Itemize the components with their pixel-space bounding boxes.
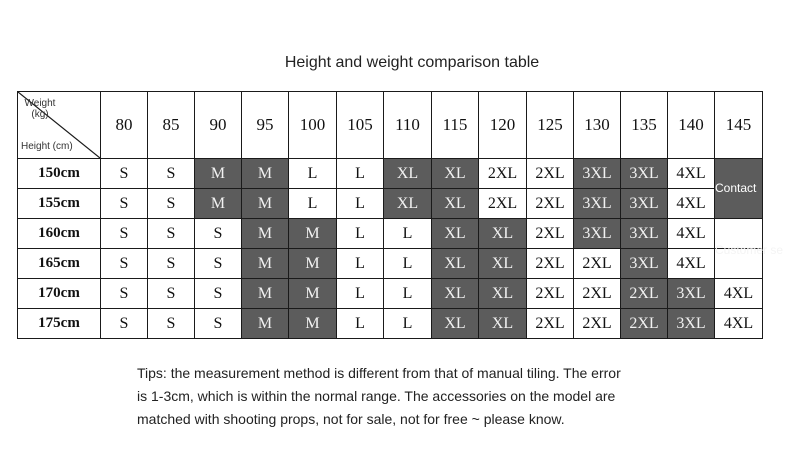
size-cell: M [289, 219, 337, 249]
size-cell: L [384, 219, 432, 249]
size-cell: 2XL [527, 309, 574, 339]
size-cell: M [242, 249, 289, 279]
size-cell: XL [479, 309, 527, 339]
contact-customer-service-button[interactable] [715, 159, 784, 257]
size-cell: 4XL [668, 249, 715, 279]
size-cell: L [337, 219, 384, 249]
height-label: 155cm [18, 189, 101, 219]
size-cell: 2XL [574, 309, 621, 339]
size-cell: XL [432, 279, 479, 309]
size-cell: 3XL [574, 159, 621, 189]
size-cell: 2XL [527, 219, 574, 249]
size-cell: S [195, 219, 242, 249]
size-cell: 2XL [527, 279, 574, 309]
size-cell: S [195, 249, 242, 279]
size-cell: XL [432, 189, 479, 219]
weight-header-80: 80 [101, 92, 148, 159]
size-cell: S [148, 309, 195, 339]
size-cell: M [242, 219, 289, 249]
size-cell: 3XL [574, 219, 621, 249]
weight-header-90: 90 [195, 92, 242, 159]
size-cell: XL [479, 249, 527, 279]
height-label: 165cm [18, 249, 101, 279]
size-cell: XL [479, 219, 527, 249]
size-cell: S [101, 159, 148, 189]
size-cell: 4XL [668, 189, 715, 219]
weight-header-110: 110 [384, 92, 432, 159]
size-cell: 3XL [574, 189, 621, 219]
height-axis-label: Height (cm) [21, 141, 73, 152]
height-label: 150cm [18, 159, 101, 189]
size-cell: XL [384, 189, 432, 219]
size-cell: L [384, 309, 432, 339]
size-cell: 2XL [527, 249, 574, 279]
contact-label: Contact [715, 181, 757, 195]
size-cell: 3XL [668, 309, 715, 339]
size-cell: 3XL [621, 219, 668, 249]
size-cell: S [148, 249, 195, 279]
size-cell: 3XL [621, 159, 668, 189]
size-cell: L [337, 309, 384, 339]
corner-header-cell [18, 92, 101, 159]
size-cell: XL [432, 309, 479, 339]
size-cell: 4XL [668, 219, 715, 249]
size-cell: L [337, 249, 384, 279]
size-cell: S [101, 219, 148, 249]
size-cell: S [101, 309, 148, 339]
size-cell: M [289, 309, 337, 339]
size-cell: XL [384, 159, 432, 189]
size-cell: M [242, 159, 289, 189]
height-label: 160cm [18, 219, 101, 249]
weight-header-130: 130 [574, 92, 621, 159]
size-cell: M [242, 279, 289, 309]
size-cell: 2XL [479, 189, 527, 219]
table-row [18, 219, 763, 249]
table-row [18, 309, 763, 339]
customer-service-label: Customer se [715, 243, 784, 257]
size-cell: 2XL [527, 159, 574, 189]
header-row [18, 92, 763, 159]
size-cell: 2XL [527, 189, 574, 219]
tips-line: Tips: the measurement method is different from that of manual tiling. The error [137, 365, 621, 381]
size-cell: S [148, 159, 195, 189]
size-cell: L [337, 279, 384, 309]
weight-header-115: 115 [432, 92, 479, 159]
size-chart-table [17, 91, 784, 339]
size-cell: 2XL [621, 279, 668, 309]
size-cell: L [337, 159, 384, 189]
size-cell: L [337, 189, 384, 219]
page-title: Height and weight comparison table [284, 54, 540, 71]
size-cell: 4XL [668, 159, 715, 189]
table-row [18, 279, 763, 309]
size-cell: S [148, 219, 195, 249]
height-label: 175cm [18, 309, 101, 339]
size-cell: 2XL [574, 249, 621, 279]
size-cell: 3XL [621, 189, 668, 219]
tips-text [137, 362, 677, 431]
size-cell: S [148, 189, 195, 219]
size-cell: M [195, 189, 242, 219]
table-row [18, 189, 763, 219]
size-cell: M [289, 279, 337, 309]
size-cell: M [242, 309, 289, 339]
weight-header-105: 105 [337, 92, 384, 159]
size-cell: S [101, 279, 148, 309]
size-cell: S [195, 279, 242, 309]
height-label: 170cm [18, 279, 101, 309]
size-cell: XL [432, 249, 479, 279]
size-cell: M [242, 189, 289, 219]
tips-line: matched with shooting props, not for sale, not for free ~ please know. [137, 411, 565, 427]
weight-header-145: 145 [715, 92, 763, 159]
size-cell: 2XL [479, 159, 527, 189]
weight-header-125: 125 [527, 92, 574, 159]
size-cell: 3XL [621, 249, 668, 279]
size-cell: XL [479, 279, 527, 309]
size-cell: M [289, 249, 337, 279]
size-cell: 3XL [668, 279, 715, 309]
size-cell: S [195, 309, 242, 339]
size-cell: L [289, 189, 337, 219]
size-cell: S [148, 279, 195, 309]
weight-header-85: 85 [148, 92, 195, 159]
tips-line: is 1-3cm, which is within the normal range. The accessories on the model are [137, 388, 616, 404]
weight-header-100: 100 [289, 92, 337, 159]
size-cell: XL [432, 219, 479, 249]
size-cell: L [384, 249, 432, 279]
size-cell: XL [432, 159, 479, 189]
weight-header-120: 120 [479, 92, 527, 159]
weight-header-140: 140 [668, 92, 715, 159]
size-cell: S [101, 189, 148, 219]
weight-axis-label: Weight (kg) [24, 98, 56, 120]
size-cell: 4XL [715, 279, 763, 309]
table-row [18, 159, 763, 189]
size-cell: 4XL [715, 309, 763, 339]
size-cell: 2XL [621, 309, 668, 339]
size-cell: L [384, 279, 432, 309]
size-cell: M [195, 159, 242, 189]
size-cell: 2XL [574, 279, 621, 309]
size-cell: S [101, 249, 148, 279]
weight-header-135: 135 [621, 92, 668, 159]
size-cell: L [289, 159, 337, 189]
table-row [18, 249, 763, 279]
weight-header-95: 95 [242, 92, 289, 159]
